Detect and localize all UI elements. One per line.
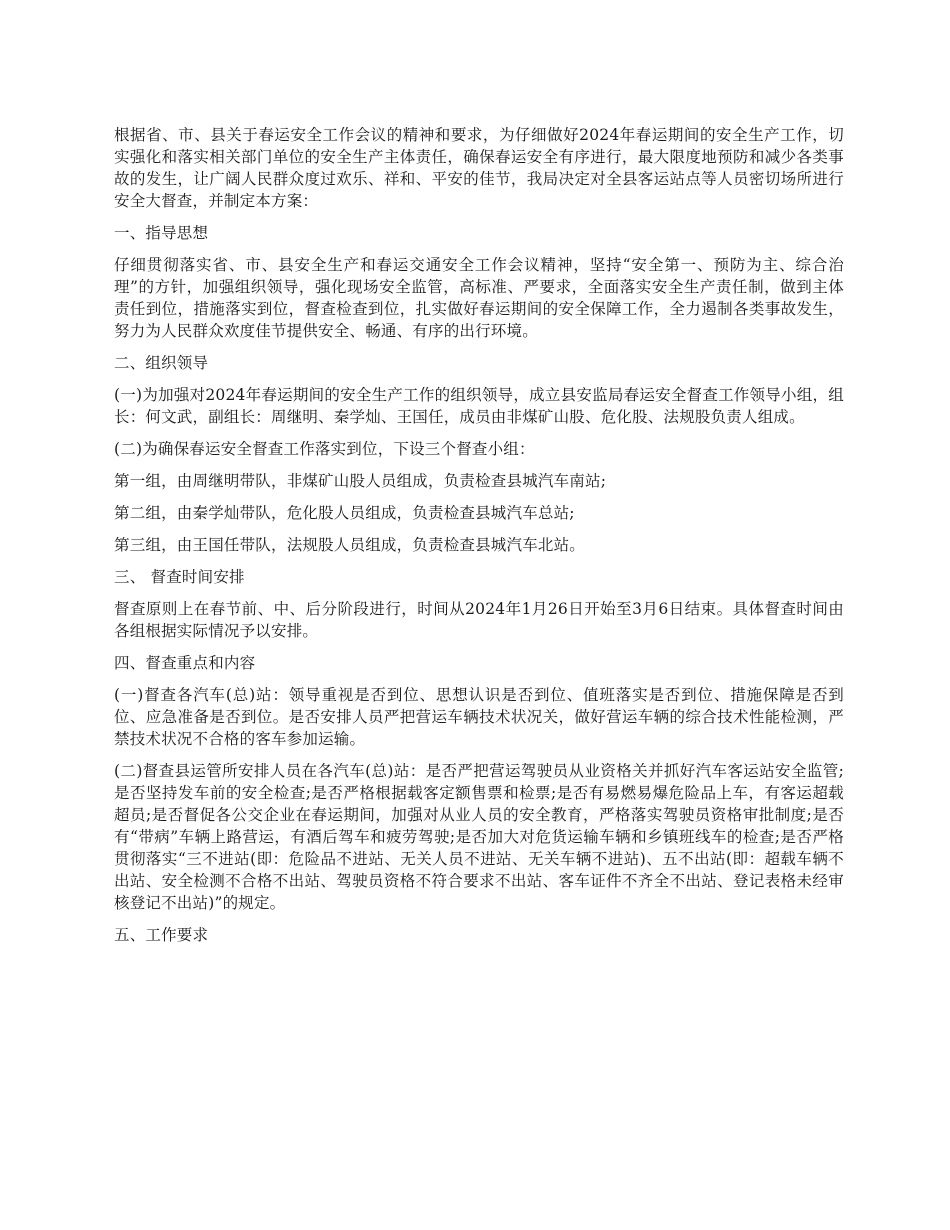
section-5-heading: 五、工作要求 [114,926,209,944]
intro-paragraph: 根据省、市、县关于春运安全工作会议的精神和要求，为仔细做好2024年春运期间的安全生产工作，切实强化和落实相关部门单位的安全生产主体责任，确保春运安全有序进行，最大限度地预防和减少各类事故的发生，让广阔人民群众度过欢乐、祥和、平安的佳节，我局决定对全县客运站点等人员密切场所进行安全大督查，并制定本方案： [114,126,844,210]
section-4-heading: 四、督查重点和内容 [114,654,256,672]
section-3-heading: 三、 督查时间安排 [114,568,245,586]
group-2-item: 第二组，由秦学灿带队，危化股人员组成，负责检查县城汽车总站; [114,504,575,522]
section-2-paragraph-1: (一)为加强对2024年春运期间的安全生产工作的组织领导，成立县安监局春运安全督查工作领导小组，组长：何文武，副组长：周继明、秦学灿、王国任，成员由非煤矿山股、危化股、法规股负责人组成。 [114,386,844,426]
section-3-body: 督查原则上在春节前、中、后分阶段进行，时间从2024年1月26日开始至3月6日结束。具体督查时间由各组根据实际情况予以安排。 [114,600,844,640]
group-3-item: 第三组，由王国任带队，法规股人员组成，负责检查县城汽车北站。 [114,536,586,554]
section-2-paragraph-2: (二)为确保春运安全督查工作落实到位，下设三个督查小组： [114,440,535,458]
section-1-heading: 一、指导思想 [114,224,209,242]
group-1-item: 第一组，由周继明带队，非煤矿山股人员组成，负责检查县城汽车南站; [114,472,607,490]
document-page [114,124,844,956]
section-4-paragraph-2: (二)督查县运管所安排人员在各汽车(总)站：是否严把营运驾驶员从业资格关并抓好汽车客运站安全监管;是否坚持发车前的安全检查;是否严格根据载客定额售票和检票;是否有易燃易爆危险品上车，有客运超载超员;是否督促各公交企业在春运期间，加强对从业人员的安全教育，严格落实驾驶员资格审批制度;是否有“带病”车辆上路营运，有酒后驾车和疲劳驾驶;是否加大对危货运输车辆和乡镇班线车的检查;是否严格贯彻落实“三不进站(即：危险品不进站、无关人员不进站、无关车辆不进站)、五不出站(即：超载车辆不出站、安全检测不合格不出站、驾驶员资格不符合要求不出站、客车证件不齐全不出站、登记表格未经审核登记不出站)”的规定。 [114,762,844,912]
section-2-heading: 二、组织领导 [114,354,209,372]
section-1-body: 仔细贯彻落实省、市、县安全生产和春运交通安全工作会议精神，坚持“安全第一、预防为主、综合治理”的方针，加强组织领导，强化现场安全监管，高标准、严要求，全面落实安全生产责任制，做到主体责任到位，措施落实到位，督查检查到位，扎实做好春运期间的安全保障工作，全力遏制各类事故发生，努力为人民群众欢度佳节提供安全、畅通、有序的出行环境。 [114,256,844,340]
section-4-paragraph-1: (一)督查各汽车(总)站：领导重视是否到位、思想认识是否到位、值班落实是否到位、措施保障是否到位、应急准备是否到位。是否安排人员严把营运车辆技术状况关，做好营运车辆的综合技术性能检测，严禁技术状况不合格的客车参加运输。 [114,686,844,748]
